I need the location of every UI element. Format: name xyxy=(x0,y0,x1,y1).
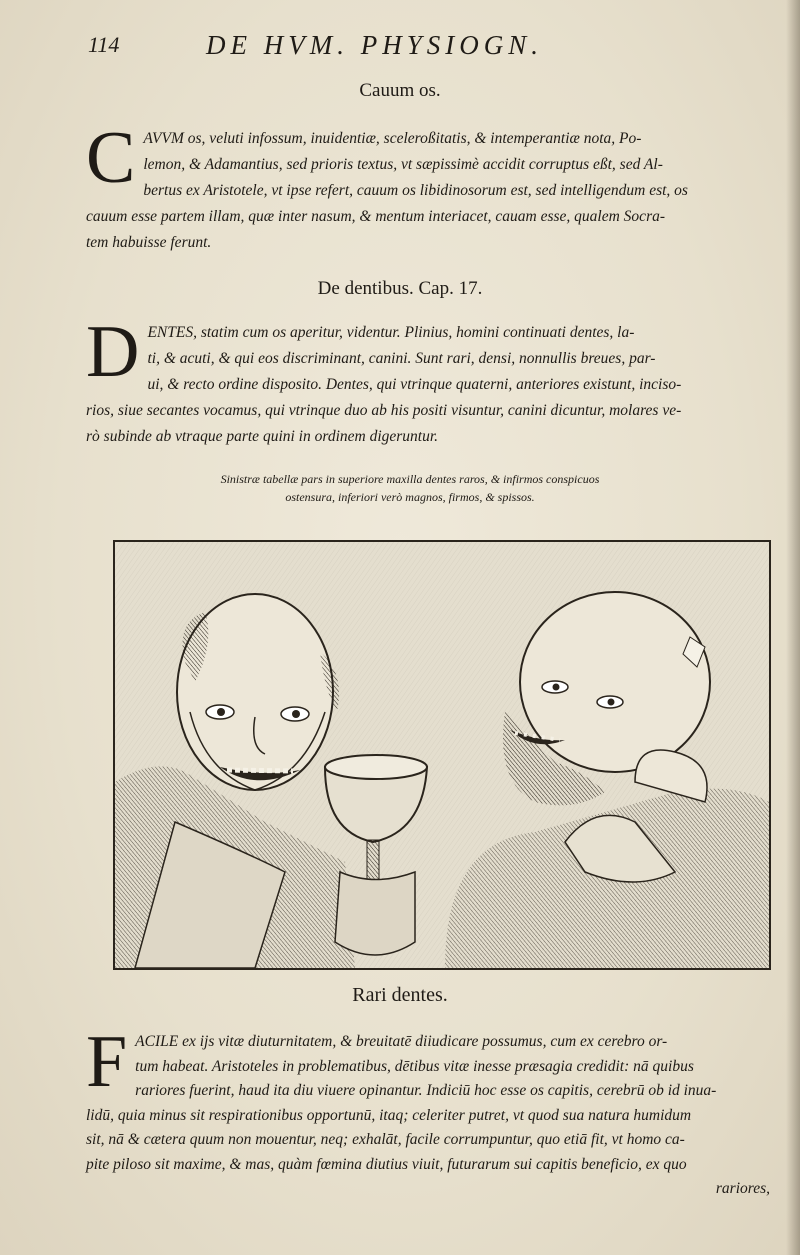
caption-line: ostensura, inferiori verò magnos, firmos, & spissos. xyxy=(285,490,535,504)
text-line: rariores fuerint, haud ita diu viuere opinantur. Indiciū hoc esse os capitis, cerebrū ob id inua- xyxy=(135,1082,717,1099)
text-line: rios, siue secantes vocamus, qui vtrinque duo ab his positi visuntur, canini dicuntur, molares ve- xyxy=(86,402,682,419)
paragraph-cauum-os xyxy=(86,117,770,256)
page-number: 114 xyxy=(88,32,120,57)
engraving-illustration xyxy=(113,540,771,970)
text-line: ui, & recto ordine disposito. Dentes, qui vtrinque quaterni, anteriores existunt, inciso- xyxy=(147,376,682,393)
text-line: ACILE ex ijs vitæ diuturnitatem, & breuitatē diiudicare possumus, cum ex cerebro or- xyxy=(135,1033,668,1050)
dropcap-f: F xyxy=(86,1021,128,1103)
plate-caption: Rari dentes. xyxy=(352,984,448,1006)
running-title: DE HVM. PHYSIOGN. xyxy=(206,30,543,60)
dropcap-d: D xyxy=(86,311,140,393)
dropcap-c: C xyxy=(86,117,136,199)
section-heading-cauum-os: Cauum os. xyxy=(359,80,441,101)
text-line: ti, & acuti, & qui eos discriminant, canini. Sunt rari, densi, nonnullis breues, par- xyxy=(147,350,656,367)
engraving-two-men xyxy=(115,542,769,968)
spine-shadow xyxy=(786,0,800,1255)
paragraph-facile xyxy=(86,1021,770,1202)
text-line: lemon, & Adamantius, sed prioris textus, vt sæpissimè accidit corruptus eßt, sed Al- xyxy=(143,156,663,173)
text-line: cauum esse partem illam, quæ inter nasum, & mentum interiacet, cauam esse, qualem Socra- xyxy=(86,208,666,225)
text-line: sit, nā & cætera quum non mouentur, neq; exhalāt, facile corrumpuntur, quo etiā fit, vt homo ca- xyxy=(86,1131,685,1148)
section-heading-de-dentibus: De dentibus. Cap. 17. xyxy=(317,278,483,299)
text-line: pite piloso sit maxime, & mas, quàm fœmina diutius viuit, futurarum sui capitis beneficio, ex quo xyxy=(86,1155,687,1173)
text-line: ENTES, statim cum os aperitur, videntur. Plinius, homini continuati dentes, la- xyxy=(147,324,635,341)
caption-line: Sinistræ tabellæ pars in superiore maxilla dentes raros, & infirmos conspicuos xyxy=(220,472,600,486)
text-line: AVVM os, veluti infossum, inuidentiæ, sceleroßitatis, & intemperantiæ nota, Po- xyxy=(143,130,642,147)
catchword: rariores, xyxy=(715,1180,770,1197)
figure-caption xyxy=(150,470,670,506)
text-line: tum habeat. Aristoteles in problematibus, dētibus vitæ inesse præsagia credidit: nā quibus xyxy=(135,1057,694,1075)
text-line: lidū, quia minus sit respirationibus opportunū, itaq; celeriter putret, vt quod sua natura humidum xyxy=(86,1106,692,1124)
text-line: tem habuisse ferunt. xyxy=(86,234,212,251)
text-line: bertus ex Aristotele, vt ipse refert, cauum os libidinosorum est, sed intelligendum est, os xyxy=(143,182,688,199)
paragraph-de-dentibus xyxy=(86,311,770,450)
running-header xyxy=(88,28,768,64)
text-line: rò subinde ab vtraque parte quini in ordinem digeruntur. xyxy=(86,428,439,445)
